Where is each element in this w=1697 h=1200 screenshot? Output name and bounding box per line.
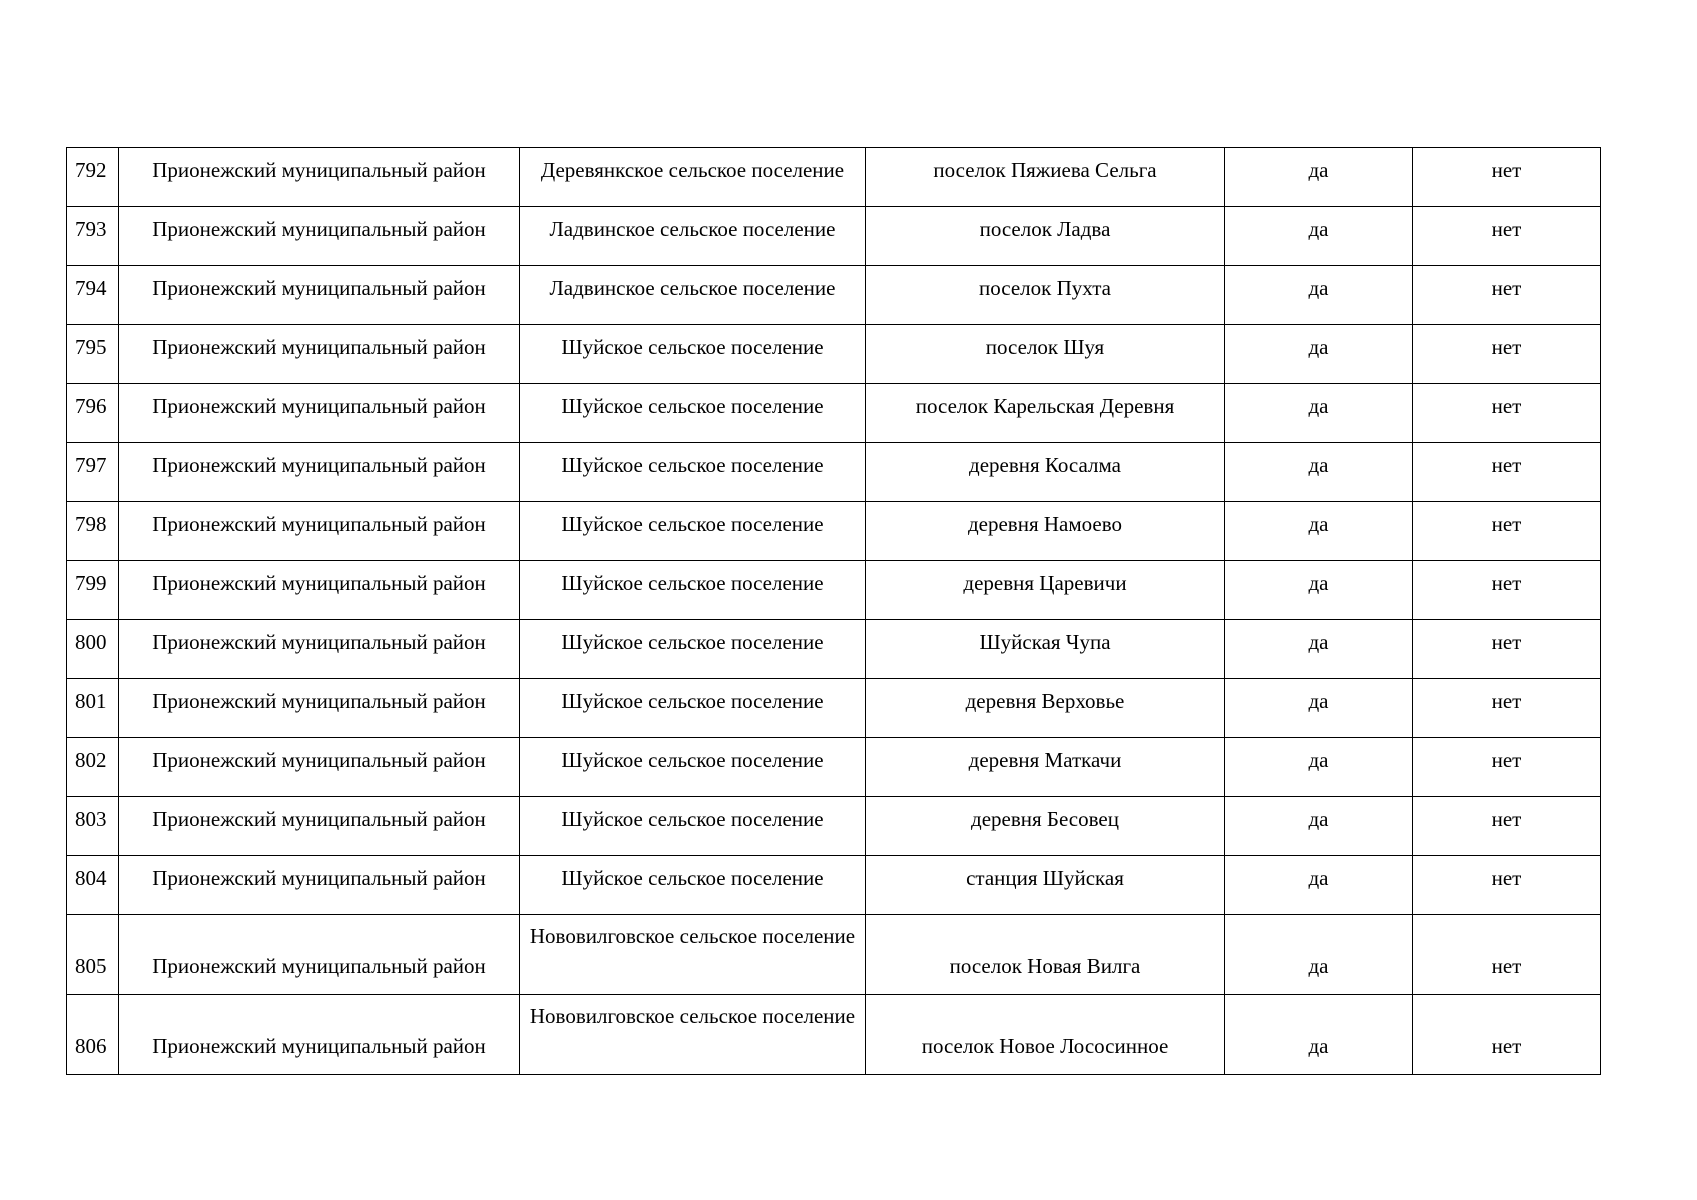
district-cell: Прионежский муниципальный район — [119, 443, 520, 502]
district-cell: Прионежский муниципальный район — [119, 207, 520, 266]
table-row — [67, 502, 1601, 561]
table-row — [67, 620, 1601, 679]
locality-cell: станция Шуйская — [866, 856, 1225, 915]
yes-cell: да — [1225, 679, 1413, 738]
row-number: 797 — [67, 443, 119, 502]
table-row — [67, 995, 1601, 1075]
locality-cell: поселок Новое Лососинное — [866, 995, 1225, 1075]
no-cell: нет — [1413, 915, 1601, 995]
no-cell: нет — [1413, 797, 1601, 856]
no-cell: нет — [1413, 148, 1601, 207]
no-cell: нет — [1413, 325, 1601, 384]
yes-cell: да — [1225, 738, 1413, 797]
row-number: 799 — [67, 561, 119, 620]
locality-cell: деревня Бесовец — [866, 797, 1225, 856]
no-cell: нет — [1413, 620, 1601, 679]
settlement-cell: Нововилговское сельское поселение — [520, 915, 866, 995]
no-cell: нет — [1413, 443, 1601, 502]
locality-cell: поселок Карельская Деревня — [866, 384, 1225, 443]
table-row — [67, 915, 1601, 995]
row-number: 802 — [67, 738, 119, 797]
row-number: 796 — [67, 384, 119, 443]
settlement-cell: Нововилговское сельское поселение — [520, 995, 866, 1075]
locality-cell: поселок Ладва — [866, 207, 1225, 266]
yes-cell: да — [1225, 148, 1413, 207]
table-row — [67, 561, 1601, 620]
no-cell: нет — [1413, 856, 1601, 915]
yes-cell: да — [1225, 856, 1413, 915]
district-cell: Прионежский муниципальный район — [119, 856, 520, 915]
row-number: 806 — [67, 995, 119, 1075]
row-number: 794 — [67, 266, 119, 325]
district-cell: Прионежский муниципальный район — [119, 797, 520, 856]
table-row — [67, 738, 1601, 797]
locality-cell: деревня Царевичи — [866, 561, 1225, 620]
locality-cell: Шуйская Чупа — [866, 620, 1225, 679]
settlement-cell: Шуйское сельское поселение — [520, 325, 866, 384]
district-cell: Прионежский муниципальный район — [119, 266, 520, 325]
table-row — [67, 148, 1601, 207]
row-number: 798 — [67, 502, 119, 561]
district-cell: Прионежский муниципальный район — [119, 148, 520, 207]
settlement-cell: Шуйское сельское поселение — [520, 738, 866, 797]
district-cell: Прионежский муниципальный район — [119, 561, 520, 620]
settlement-cell: Шуйское сельское поселение — [520, 797, 866, 856]
row-number: 795 — [67, 325, 119, 384]
district-cell: Прионежский муниципальный район — [119, 325, 520, 384]
settlement-cell: Шуйское сельское поселение — [520, 443, 866, 502]
row-number: 803 — [67, 797, 119, 856]
district-cell: Прионежский муниципальный район — [119, 995, 520, 1075]
district-cell: Прионежский муниципальный район — [119, 502, 520, 561]
yes-cell: да — [1225, 502, 1413, 561]
table-body — [67, 148, 1601, 1075]
settlement-cell: Шуйское сельское поселение — [520, 856, 866, 915]
no-cell: нет — [1413, 384, 1601, 443]
yes-cell: да — [1225, 915, 1413, 995]
no-cell: нет — [1413, 561, 1601, 620]
district-cell: Прионежский муниципальный район — [119, 738, 520, 797]
settlement-cell: Ладвинское сельское поселение — [520, 207, 866, 266]
locality-cell: деревня Верховье — [866, 679, 1225, 738]
yes-cell: да — [1225, 561, 1413, 620]
table-row — [67, 856, 1601, 915]
yes-cell: да — [1225, 620, 1413, 679]
yes-cell: да — [1225, 325, 1413, 384]
locality-cell: деревня Косалма — [866, 443, 1225, 502]
yes-cell: да — [1225, 384, 1413, 443]
settlement-cell: Шуйское сельское поселение — [520, 561, 866, 620]
yes-cell: да — [1225, 207, 1413, 266]
table-row — [67, 443, 1601, 502]
table-row — [67, 207, 1601, 266]
district-cell: Прионежский муниципальный район — [119, 620, 520, 679]
locality-cell: поселок Пяжиева Сельга — [866, 148, 1225, 207]
table-row — [67, 325, 1601, 384]
row-number: 800 — [67, 620, 119, 679]
locality-cell: деревня Маткачи — [866, 738, 1225, 797]
yes-cell: да — [1225, 266, 1413, 325]
locality-cell: поселок Пухта — [866, 266, 1225, 325]
district-cell: Прионежский муниципальный район — [119, 915, 520, 995]
localities-table — [66, 147, 1601, 1075]
yes-cell: да — [1225, 443, 1413, 502]
settlement-cell: Шуйское сельское поселение — [520, 620, 866, 679]
table-row — [67, 384, 1601, 443]
row-number: 792 — [67, 148, 119, 207]
table-row — [67, 679, 1601, 738]
no-cell: нет — [1413, 995, 1601, 1075]
yes-cell: да — [1225, 797, 1413, 856]
row-number: 804 — [67, 856, 119, 915]
table-row — [67, 266, 1601, 325]
no-cell: нет — [1413, 738, 1601, 797]
yes-cell: да — [1225, 995, 1413, 1075]
locality-cell: деревня Намоево — [866, 502, 1225, 561]
no-cell: нет — [1413, 502, 1601, 561]
settlement-cell: Шуйское сельское поселение — [520, 679, 866, 738]
table-row — [67, 797, 1601, 856]
row-number: 801 — [67, 679, 119, 738]
settlement-cell: Ладвинское сельское поселение — [520, 266, 866, 325]
settlement-cell: Деревянкское сельское поселение — [520, 148, 866, 207]
no-cell: нет — [1413, 266, 1601, 325]
district-cell: Прионежский муниципальный район — [119, 384, 520, 443]
no-cell: нет — [1413, 679, 1601, 738]
settlement-cell: Шуйское сельское поселение — [520, 384, 866, 443]
locality-cell: поселок Шуя — [866, 325, 1225, 384]
district-cell: Прионежский муниципальный район — [119, 679, 520, 738]
locality-cell: поселок Новая Вилга — [866, 915, 1225, 995]
row-number: 805 — [67, 915, 119, 995]
no-cell: нет — [1413, 207, 1601, 266]
settlement-cell: Шуйское сельское поселение — [520, 502, 866, 561]
row-number: 793 — [67, 207, 119, 266]
